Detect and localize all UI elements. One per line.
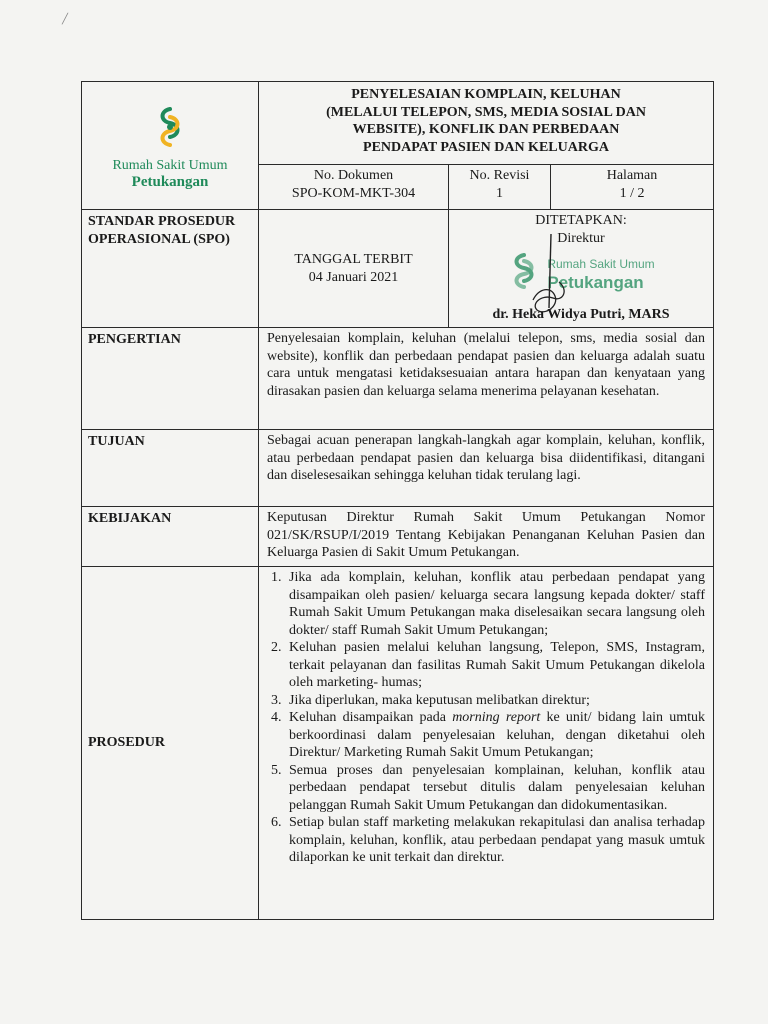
doc-number-label: No. Dokumen — [313, 168, 394, 183]
approval-cell — [449, 210, 714, 328]
prosedur-steps — [259, 567, 714, 920]
revision-cell — [449, 165, 551, 210]
prosedur-step: 1. Jika ada komplain, keluhan, konflik atau perbedaan pendapat yang disampaikan oleh pasien/ keluarga secara langsung kepada dokter/ staff Rumah Sakit Umum Petukangan maka diselesaikan secara langsung oleh dokter/ staff Rumah Sakit Umum Petukangan; — [285, 569, 705, 639]
pengertian-row — [82, 328, 714, 430]
tujuan-row — [82, 430, 714, 507]
issue-date: 04 Januari 2021 — [308, 269, 399, 285]
doc-number-cell — [259, 165, 449, 210]
page-value: 1 / 2 — [619, 185, 645, 201]
spo-label-line1: STANDAR PROSEDUR — [88, 214, 236, 229]
signer-name: dr. Heka Widya Putri, MARS — [492, 306, 670, 322]
prosedur-step: 2. Keluhan pasien melalui keluhan langsung, Telepon, SMS, Instagram, terkait pelayanan dan fasilitas Rumah Sakit Umum Petukangan dikelola oleh marketing- humas; — [285, 639, 705, 692]
approved-role: Direktur — [557, 230, 605, 246]
prosedur-step: 5. Semua proses dan penyelesaian komplainan, keluhan, konflik atau perbedaan pendapat tersebut ditulis dalam penyelesaian keluhan pelanggan Rumah Sakit Umum Petukangan dan didokumentasikan. — [285, 762, 705, 815]
pengertian-label: PENGERTIAN — [82, 328, 259, 430]
kebijakan-text: Keputusan Direktur Rumah Sakit Umum Petukangan Nomor 021/SK/RSUP/I/2019 Tentang Kebijakan Penanganan Keluhan Pasien dan Keluarga Pasien di Sakit Umum Petukangan. — [259, 507, 714, 567]
title-line: (MELALUI TELEPON, SMS, MEDIA SOSIAL DAN — [326, 104, 646, 120]
approved-label: DITETAPKAN: — [535, 213, 627, 228]
stamp-line1: Rumah Sakit Umum — [547, 257, 655, 272]
hospital-logo-icon — [152, 105, 188, 155]
document-title — [259, 82, 714, 165]
logo-line2: Petukangan — [131, 174, 209, 191]
doc-number-value: SPO-KOM-MKT-304 — [291, 185, 416, 201]
kebijakan-row — [82, 507, 714, 567]
kebijakan-label: KEBIJAKAN — [82, 507, 259, 567]
tujuan-label: TUJUAN — [82, 430, 259, 507]
prosedur-step: 3. Jika diperlukan, maka keputusan melibatkan direktur; — [285, 692, 705, 710]
page-label: Halaman — [606, 168, 658, 183]
prosedur-step: 4. Keluhan disampaikan pada morning report ke unit/ bidang lain umtuk berkoordinasi dalam penyelesaian keluhan, dengan diketahui oleh Direktur/ Marketing Rumah Sakit Umum Petukangan; — [285, 709, 705, 762]
spo-label — [82, 210, 259, 328]
title-line: PENDAPAT PASIEN DAN KELUARGA — [363, 139, 609, 155]
revision-value: 1 — [496, 185, 503, 201]
tujuan-text: Sebagai acuan penerapan langkah-langkah agar komplain, keluhan, konflik, atau perbedaan pendapat pasien dan keluarga bisa diidentifikasi, ditangani dan diselesesaikan sehingga keluhan tidak terulang lagi. — [259, 430, 714, 507]
spo-row — [82, 210, 714, 328]
logo-line1: Rumah Sakit Umum — [112, 157, 228, 173]
prosedur-label: PROSEDUR — [82, 567, 259, 920]
scan-speck: ╱ — [62, 14, 69, 25]
stamp-line2: Petukangan — [547, 272, 644, 292]
spo-label-line2: OPERASIONAL (SPO) — [88, 231, 230, 247]
revision-label: No. Revisi — [469, 168, 530, 183]
title-line: WEBSITE), KONFLIK DAN PERBEDAAN — [352, 122, 620, 137]
logo-cell — [82, 82, 259, 210]
title-line: PENYELESAIAN KOMPLAIN, KELUHAN — [351, 87, 621, 102]
prosedur-row — [82, 567, 714, 920]
spo-table — [81, 81, 714, 920]
prosedur-step: 6. Setiap bulan staff marketing melakukan rekapitulasi dan analisa terhadap komplain, keluhan, konflik, atau perbedaan pendapat yang masuk umtuk dilaporkan ke unit terkait dan direktur. — [285, 814, 705, 867]
issue-label: TANGGAL TERBIT — [294, 252, 413, 267]
page-cell — [551, 165, 714, 210]
pengertian-text: Penyelesaian komplain, keluhan (melalui telepon, sms, media sosial dan website), konflik dan perbedaan pendapat pasien dan keluarga adalah suatu cara untuk mengatasi ketidaksesuaian antara harapan dan kenyataan yang dirasakan pasien dan keluarga selama menerima pelayanan kesehatan. — [259, 328, 714, 430]
issue-date-cell — [259, 210, 449, 328]
title-row — [82, 82, 714, 165]
